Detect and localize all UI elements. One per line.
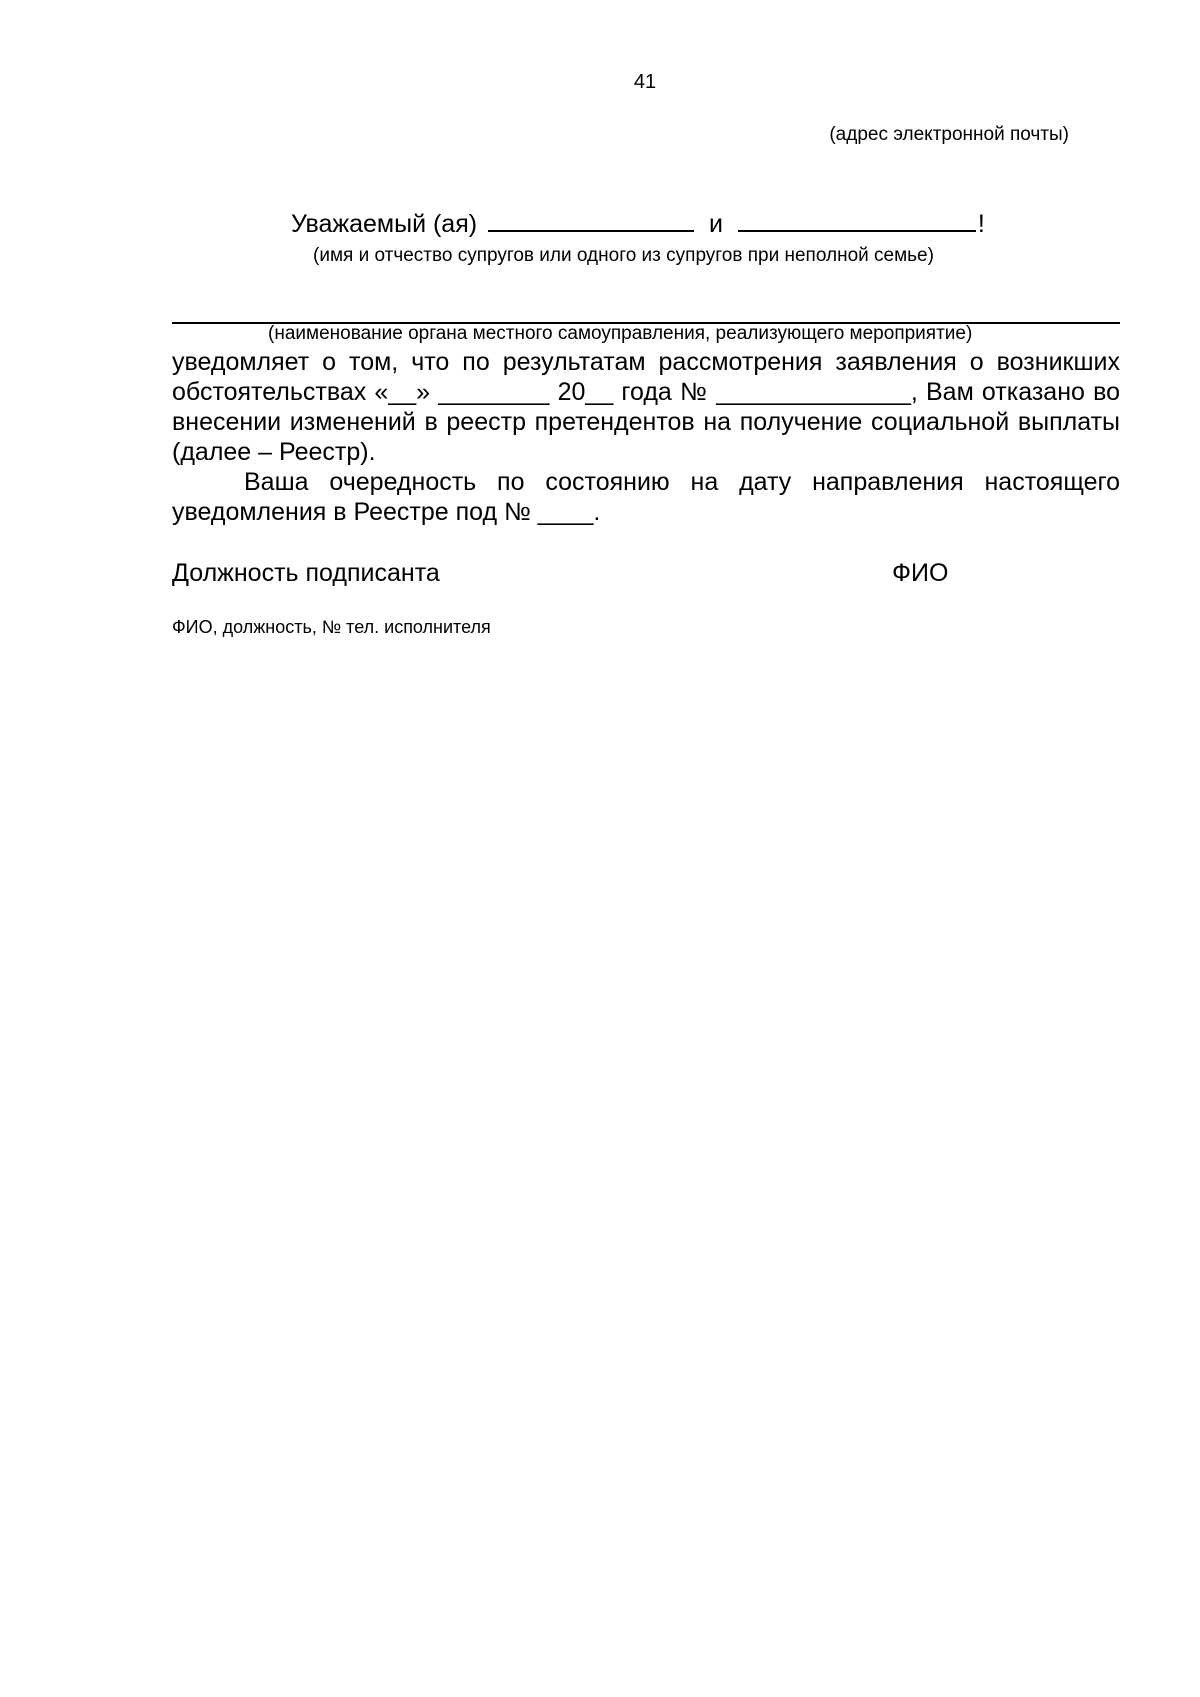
notice-paragraph-1: уведомляет о том, что по результатам рассмотрения заявления о возникших обстоятельствах «__» ________ 20__ года № ______________, Вам отказано во внесении изменений в реестр претендентов на получение социальной выплаты (далее – Реестр). bbox=[172, 348, 1120, 466]
greeting-caption: (имя и отчество супругов или одного из супругов при неполной семье) bbox=[313, 245, 934, 266]
spouse-name-blank-1 bbox=[488, 208, 694, 232]
greeting-prefix: Уважаемый (ая) bbox=[291, 210, 478, 238]
org-name-caption: (наименование органа местного самоуправления, реализующего мероприятие) bbox=[268, 323, 973, 344]
signer-position: Должность подписанта bbox=[172, 559, 440, 587]
page-number: 41 bbox=[633, 71, 657, 93]
greeting-line bbox=[291, 208, 985, 239]
greeting-conjunction: и bbox=[708, 210, 723, 238]
notice-paragraph-2: Ваша очередность по состоянию на дату направления настоящего уведомления в Реестре под № ____. bbox=[172, 468, 1120, 526]
signer-name: ФИО bbox=[892, 559, 949, 587]
executor-info: ФИО, должность, № тел. исполнителя bbox=[172, 617, 491, 637]
greeting-suffix: ! bbox=[977, 210, 985, 238]
spouse-name-blank-2 bbox=[738, 208, 976, 232]
email-address-label: (адрес электронной почты) bbox=[829, 124, 1069, 145]
notice-body bbox=[172, 347, 1120, 527]
